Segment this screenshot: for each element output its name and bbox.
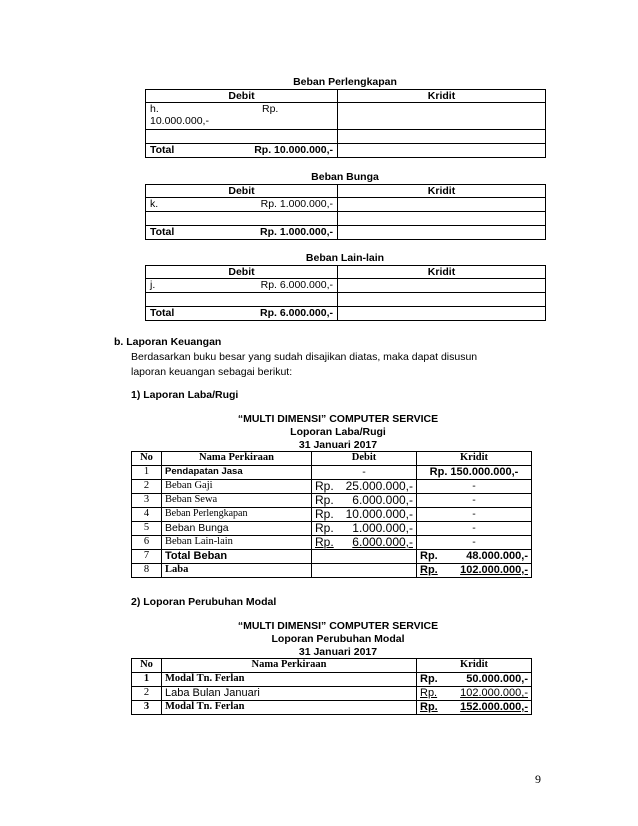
table-row: 8 Laba Rp. 102.000.000,-	[132, 564, 532, 578]
kredit-entry	[338, 198, 546, 212]
total-row: Total Rp. 1.000.000,-	[146, 226, 338, 240]
ledger-title: Beban Perlengkapan	[293, 76, 397, 88]
paragraph-line: Berdasarkan buku besar yang sudah disajikan diatas, maka dapat disusun	[131, 351, 478, 363]
table-row: 1 Pendapatan Jasa - Rp. 150.000.000,-	[132, 466, 532, 480]
col-debit: Debit	[312, 452, 417, 466]
col-no: No	[132, 452, 162, 466]
subsection-heading: 1) Laporan Laba/Rugi	[131, 389, 239, 401]
kredit-entry	[338, 103, 546, 130]
subsection-heading: 2) Loporan Perubuhan Modal	[131, 596, 277, 608]
report-title: Loporan Perubuhan Modal	[271, 633, 405, 645]
table-row: 5 Beban Bunga Rp. 1.000.000,- -	[132, 522, 532, 536]
ledger-table-perlengkapan	[145, 89, 546, 158]
kredit-header: Kridit	[338, 90, 546, 103]
paragraph-line: laporan keuangan sebagai berikut:	[131, 366, 293, 378]
total-row: Total Rp. 10.000.000,-	[146, 144, 338, 158]
table-row: 6 Beban Lain-lain Rp. 6.000.000,- -	[132, 536, 532, 550]
debit-entry: j. Rp. 6.000.000,-	[146, 279, 338, 293]
table-row: 4 Beban Perlengkapan Rp. 10.000.000,- -	[132, 508, 532, 522]
table-row: 1 Modal Tn. Ferlan Rp. 50.000.000,-	[132, 673, 532, 687]
debit-header: Debit	[146, 185, 338, 198]
perubahan-modal-table	[131, 658, 532, 715]
report-title: Loporan Laba/Rugi	[290, 426, 386, 438]
section-heading: b. Laporan Keuangan	[114, 336, 222, 348]
report-date: 31 Januari 2017	[298, 439, 378, 451]
company-name: “MULTI DIMENSI” COMPUTER SERVICE	[237, 620, 439, 632]
debit-header: Debit	[146, 90, 338, 103]
col-kredit: Kridit	[417, 659, 532, 673]
kredit-entry	[338, 279, 546, 293]
table-row: 3 Modal Tn. Ferlan Rp. 152.000.000,-	[132, 701, 532, 715]
company-name: “MULTI DIMENSI” COMPUTER SERVICE	[237, 413, 439, 425]
col-kredit: Kridit	[417, 452, 532, 466]
page-number: 9	[535, 772, 541, 786]
col-nama: Nama Perkiraan	[162, 659, 417, 673]
ledger-table-bunga	[145, 184, 546, 240]
kredit-header: Kridit	[338, 266, 546, 279]
laba-rugi-table	[131, 451, 532, 578]
col-no: No	[132, 659, 162, 673]
table-row: 3 Beban Sewa Rp. 6.000.000,- -	[132, 494, 532, 508]
ledger-title: Beban Lain-lain	[305, 252, 385, 264]
col-nama: Nama Perkiraan	[162, 452, 312, 466]
table-row: 2 Laba Bulan Januari Rp. 102.000.000,-	[132, 687, 532, 701]
debit-entry: k. Rp. 1.000.000,-	[146, 198, 338, 212]
kredit-header: Kridit	[338, 185, 546, 198]
total-row: Total Rp. 6.000.000,-	[146, 307, 338, 321]
table-row: 7 Total Beban Rp. 48.000.000,-	[132, 550, 532, 564]
ledger-title: Beban Bunga	[311, 171, 379, 183]
debit-entry: h. Rp. 10.000.000,-	[146, 103, 338, 130]
ledger-table-lain-lain	[145, 265, 546, 321]
report-date: 31 Januari 2017	[298, 646, 378, 658]
debit-header: Debit	[146, 266, 338, 279]
table-row: 2 Beban Gaji Rp. 25.000.000,- -	[132, 480, 532, 494]
